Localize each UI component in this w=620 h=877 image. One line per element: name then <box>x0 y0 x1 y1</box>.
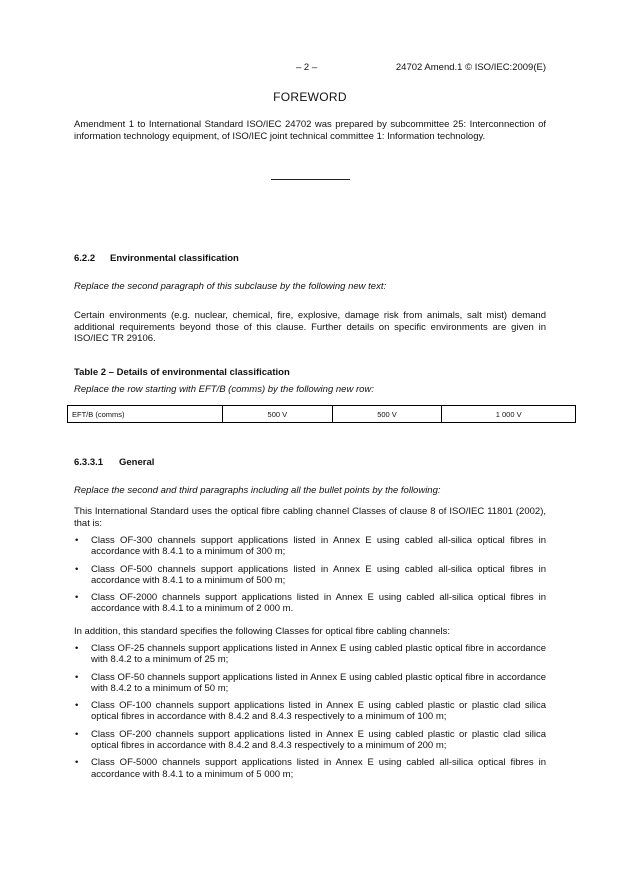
foreword-text: Amendment 1 to International Standard ISO/IEC 24702 was prepared by subcommittee 25: Interconnection of information technology equipment, of ISO/IEC joint technical committee 1: Information technology. <box>74 119 546 142</box>
section-divider <box>271 179 350 180</box>
bullet-icon: • <box>75 535 79 546</box>
section-title: Environmental classification <box>110 253 239 264</box>
section-number: 6.3.3.1 <box>74 457 104 468</box>
list-item: • Class OF-300 channels support applications listed in Annex E using cabled all-silica optical fibres in accordance with 8.4.1 to a minimum of 300 m; <box>75 535 546 558</box>
environmental-classification-table <box>67 405 576 423</box>
list-item: • Class OF-25 channels support applications listed in Annex E using cabled plastic optical fibre in accordance with 8.4.2 to a minimum of 25 m; <box>75 643 546 666</box>
section-6331-instruction: Replace the second and third paragraphs including all the bullet points by the following: <box>74 485 441 496</box>
section-622-instruction: Replace the second paragraph of this subclause by the following new text: <box>74 281 387 292</box>
bullet-icon: • <box>75 643 79 654</box>
section-622-text: Certain environments (e.g. nuclear, chemical, fire, explosive, damage risk from animals, salt mist) demand additional requirements beyond those of this clause. Further details on specific environments are given in ISO/IEC TR 29106. <box>74 310 546 344</box>
list-item: • Class OF-50 channels support applications listed in Annex E using cabled plastic optical fibre in accordance with 8.4.2 to a minimum of 50 m; <box>75 671 546 694</box>
section-title: General <box>119 457 155 468</box>
list-item: • Class OF-200 channels support applications listed in Annex E using cabled plastic or plastic clad silica optical fibres in accordance with 8.4.2 and 8.4.3 respectively to a minimum of 200 m; <box>75 728 546 752</box>
bullet-icon: • <box>75 563 79 575</box>
table-cell: 500 V <box>332 406 442 423</box>
table-cell: 1 000 V <box>442 406 576 423</box>
bullet-icon: • <box>75 592 79 604</box>
bullet-icon: • <box>75 757 79 769</box>
page-number: – 2 – <box>296 62 318 73</box>
bullet-icon: • <box>75 728 79 740</box>
table-cell: 500 V <box>223 406 333 423</box>
bullet-icon: • <box>75 671 79 683</box>
section-heading-6331 <box>74 457 154 468</box>
table-cell: EFT/B (comms) <box>68 406 223 423</box>
section-6331-intro: This International Standard uses the optical fibre cabling channel Classes of clause 8 of ISO/IEC 11801 (2002), that is: <box>74 506 546 529</box>
class-list-b <box>74 643 546 786</box>
list-item: • Class OF-2000 channels support applications listed in Annex E using cabled all-silica optical fibres in accordance with 8.4.1 to a minimum of 2 000 m. <box>75 592 546 615</box>
section-6331-addition: In addition, this standard specifies the following Classes for optical fibre cabling channels: <box>74 626 450 637</box>
list-item: • Class OF-500 channels support applications listed in Annex E using cabled all-silica optical fibres in accordance with 8.4.1 to a minimum of 500 m; <box>75 563 546 586</box>
section-number: 6.2.2 <box>74 253 96 264</box>
list-item: • Class OF-5000 channels support applications listed in Annex E using cabled all-silica optical fibres in accordance with 8.4.1 to a minimum of 5 000 m; <box>75 757 546 780</box>
class-list-a <box>74 535 546 621</box>
table-row <box>68 406 576 423</box>
document-reference: 24702 Amend.1 © ISO/IEC:2009(E) <box>395 62 546 73</box>
list-item: • Class OF-100 channels support applications listed in Annex E using cabled plastic or plastic clad silica optical fibres in accordance with 8.4.2 and 8.4.3 respectively to a minimum of 100 m; <box>75 700 546 723</box>
foreword-title: FOREWORD <box>273 90 347 104</box>
section-heading-622 <box>74 253 239 264</box>
bullet-icon: • <box>75 700 79 712</box>
table-caption: Table 2 – Details of environmental classification <box>74 367 290 378</box>
table-instruction: Replace the row starting with EFT/B (comms) by the following new row: <box>74 384 374 395</box>
